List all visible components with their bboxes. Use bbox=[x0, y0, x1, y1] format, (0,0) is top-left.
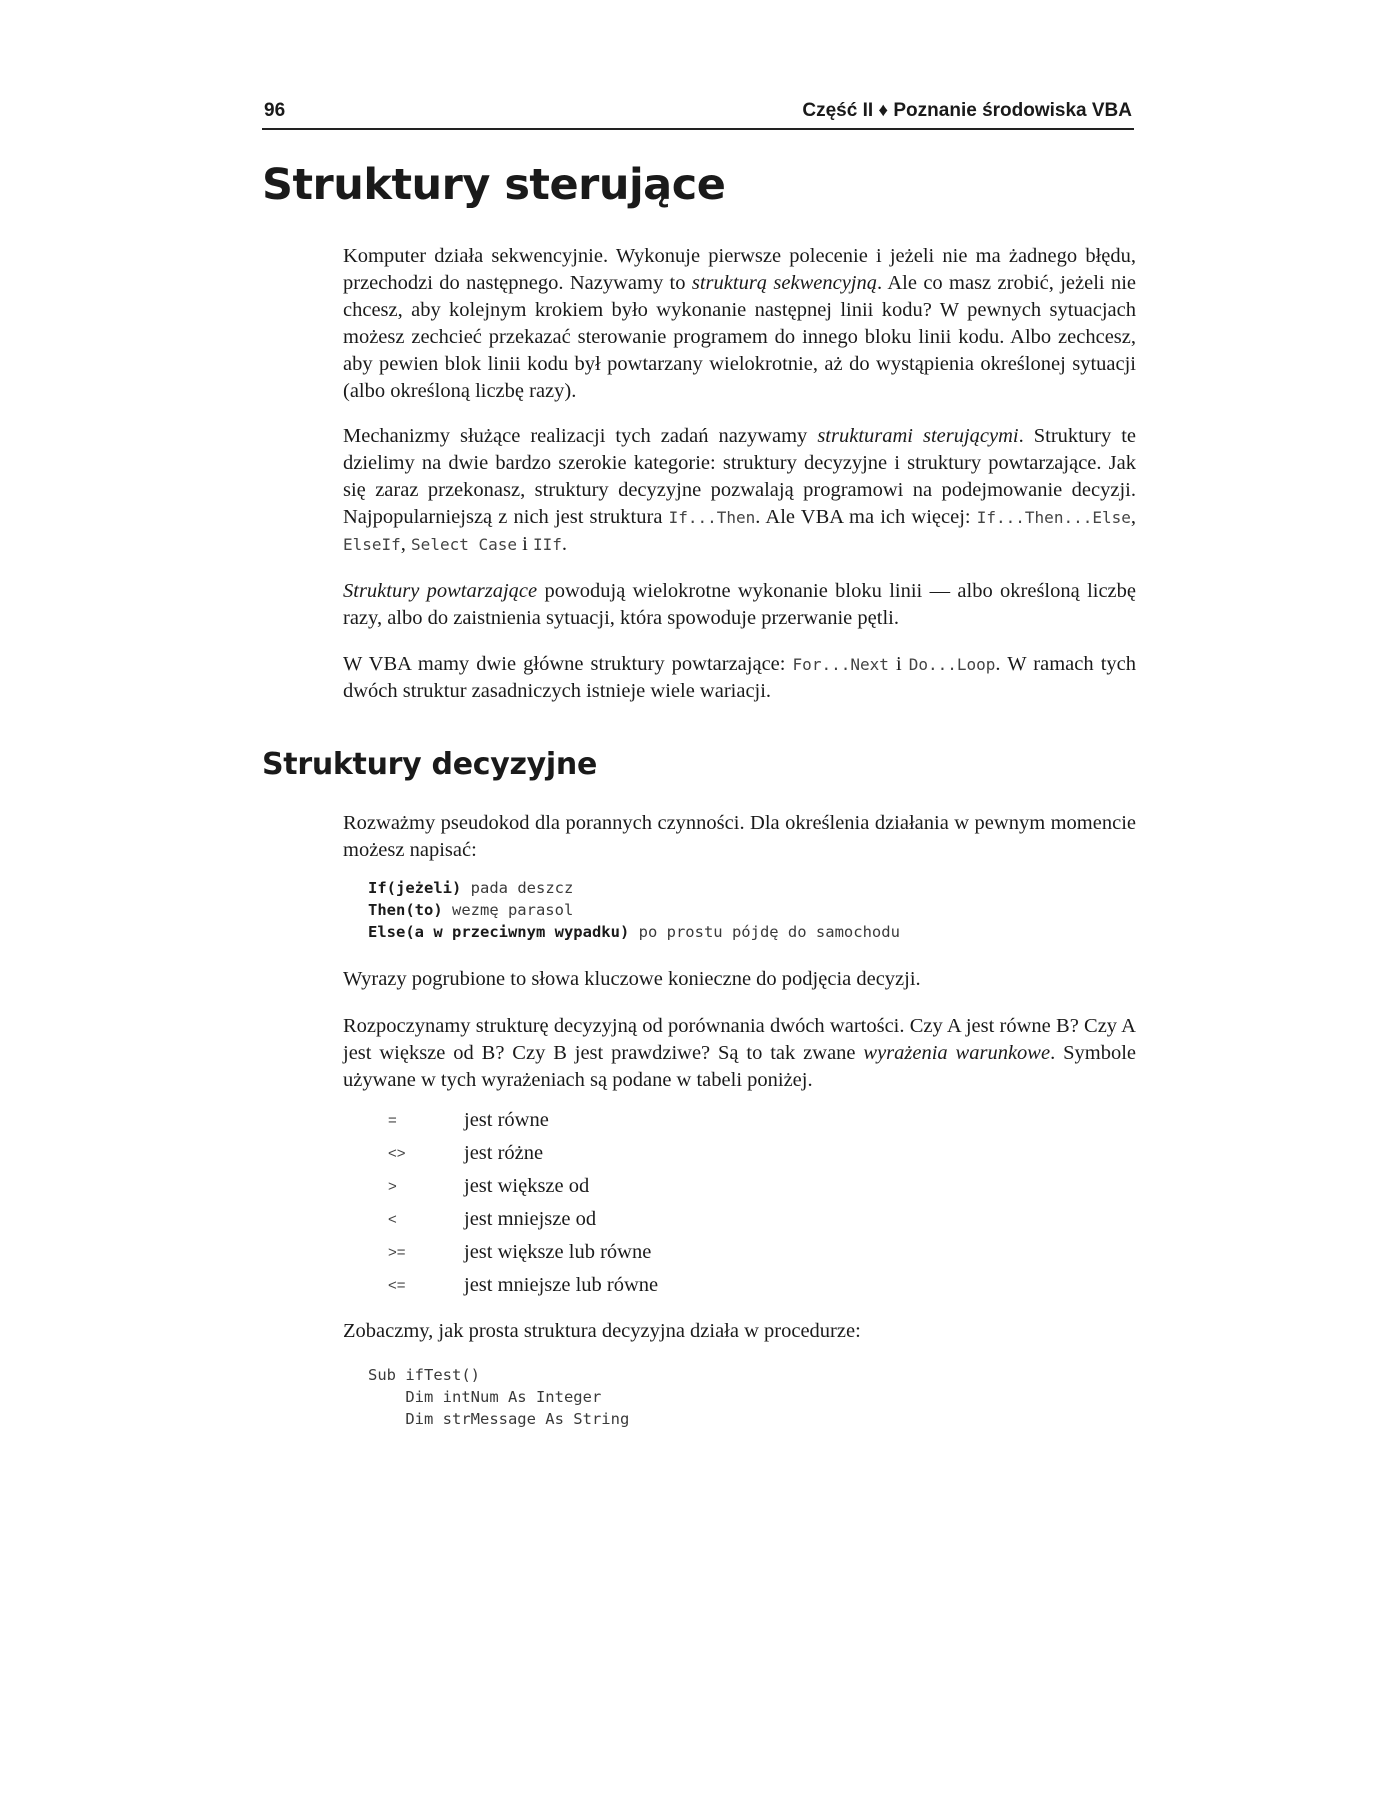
code-block bbox=[368, 1364, 629, 1430]
intro-paragraph-4 bbox=[343, 651, 1136, 705]
intro-paragraph-3 bbox=[343, 578, 1136, 632]
running-head: Część II ♦ Poznanie środowiska VBA bbox=[802, 100, 1132, 121]
code-line: Dim intNum As Integer bbox=[368, 1388, 602, 1406]
operator-symbol: <= bbox=[388, 1277, 406, 1294]
operator-description: jest różne bbox=[464, 1142, 544, 1164]
pseudocode-block bbox=[368, 877, 900, 943]
paragraph: Mechanizmy służące realizacji tych zadań nazywamy strukturami sterującymi. Struktury te dzielimy na dwie bardzo szerokie kategorie: struktury decyzyjne i struktury powtarzające. Jak się zaraz przekonasz, struktury decyzyjne pozwalają programowi na podejmowanie decyzji. Najpopularniejszą z nich jest struktura If...Then. Ale VBA ma ich więcej: If...Then...Else, ElseIf, Select Case i IIf. bbox=[343, 425, 1136, 555]
paragraph: Struktury powtarzające powodują wielokrotne wykonanie bloku linii — albo określoną liczbę razy, albo do zaistnienia sytuacji, która spowoduje przerwanie pętli. bbox=[343, 580, 1137, 629]
operator-description: jest równe bbox=[464, 1109, 549, 1131]
operator-symbol: > bbox=[388, 1178, 397, 1195]
paragraph: Rozważmy pseudokod dla porannych czynności. Dla określenia działania w pewnym momencie możesz napisać: bbox=[343, 812, 1136, 861]
section-title: Struktury decyzyjne bbox=[262, 747, 598, 782]
paragraph: Rozpoczynamy strukturę decyzyjną od porównania dwóch wartości. Czy A jest równe B? Czy A jest większe od B? Czy B jest prawdziwe? Są to tak zwane wyrażenia warunkowe. Symbole używane w tych wyrażeniach są podane w tabeli poniżej. bbox=[343, 1015, 1136, 1091]
term-emphasis: wyrażenia warunkowe bbox=[863, 1042, 1051, 1064]
pseudocode-line: Else(a w przeciwnym wypadku) po prostu pójdę do samochodu bbox=[368, 923, 900, 941]
inline-code: ElseIf bbox=[343, 535, 401, 554]
decision-paragraph-4 bbox=[343, 1318, 1136, 1345]
operator-symbol: < bbox=[388, 1211, 397, 1228]
inline-code: If...Then bbox=[668, 508, 756, 527]
operator-description: jest mniejsze od bbox=[464, 1208, 597, 1230]
pseudocode-line: Then(to) wezmę parasol bbox=[368, 901, 574, 919]
operator-symbol: <> bbox=[388, 1145, 406, 1162]
intro-paragraph-2 bbox=[343, 423, 1136, 558]
page-header bbox=[262, 98, 1134, 130]
decision-paragraph-3 bbox=[343, 1013, 1136, 1094]
operator-description: jest większe lub równe bbox=[464, 1241, 652, 1263]
operator-description: jest mniejsze lub równe bbox=[464, 1274, 659, 1296]
inline-code: If...Then...Else bbox=[976, 508, 1131, 527]
code-line: Dim strMessage As String bbox=[368, 1410, 630, 1428]
term-emphasis: Struktury powtarzające bbox=[343, 580, 538, 602]
chapter-title: Struktury sterujące bbox=[262, 160, 726, 210]
decision-paragraph-1 bbox=[343, 810, 1136, 864]
paragraph: Wyrazy pogrubione to słowa kluczowe konieczne do podjęcia decyzji. bbox=[343, 968, 921, 990]
pseudocode-line: If(jeżeli) pada deszcz bbox=[368, 879, 574, 897]
inline-code: Select Case bbox=[411, 535, 518, 554]
term-emphasis: strukturą sekwencyjną bbox=[691, 272, 878, 294]
inline-code: For...Next bbox=[792, 655, 889, 674]
operator-description: jest większe od bbox=[464, 1175, 590, 1197]
operator-symbol: = bbox=[388, 1112, 397, 1129]
page-number: 96 bbox=[264, 100, 286, 121]
paragraph: Zobaczmy, jak prosta struktura decyzyjna działa w procedurze: bbox=[343, 1320, 861, 1342]
term-emphasis: strukturami sterującymi bbox=[817, 425, 1019, 447]
intro-paragraph-1 bbox=[343, 243, 1136, 405]
decision-paragraph-2 bbox=[343, 966, 1136, 993]
operator-symbol: >= bbox=[388, 1244, 406, 1261]
code-line: Sub ifTest() bbox=[368, 1366, 480, 1384]
inline-code: Do...Loop bbox=[908, 655, 996, 674]
paragraph: W VBA mamy dwie główne struktury powtarzające: For...Next i Do...Loop. W ramach tych dwóch struktur zasadniczych istnieje wiele wariacji. bbox=[343, 653, 1136, 702]
inline-code: IIf bbox=[532, 535, 562, 554]
paragraph: Komputer działa sekwencyjnie. Wykonuje pierwsze polecenie i jeżeli nie ma żadnego błędu, przechodzi do następnego. Nazywamy to strukturą sekwencyjną. Ale co masz zrobić, jeżeli nie chcesz, aby kolejnym krokiem było wykonanie następnej linii kodu? W pewnych sytuacjach możesz zechcieć przekazać sterowanie programem do innego bloku linii kodu. Albo zechcesz, aby pewien blok linii kodu był powtarzany wielokrotnie, aż do wystąpienia określonej sytuacji (albo określoną liczbę razy). bbox=[343, 245, 1137, 402]
